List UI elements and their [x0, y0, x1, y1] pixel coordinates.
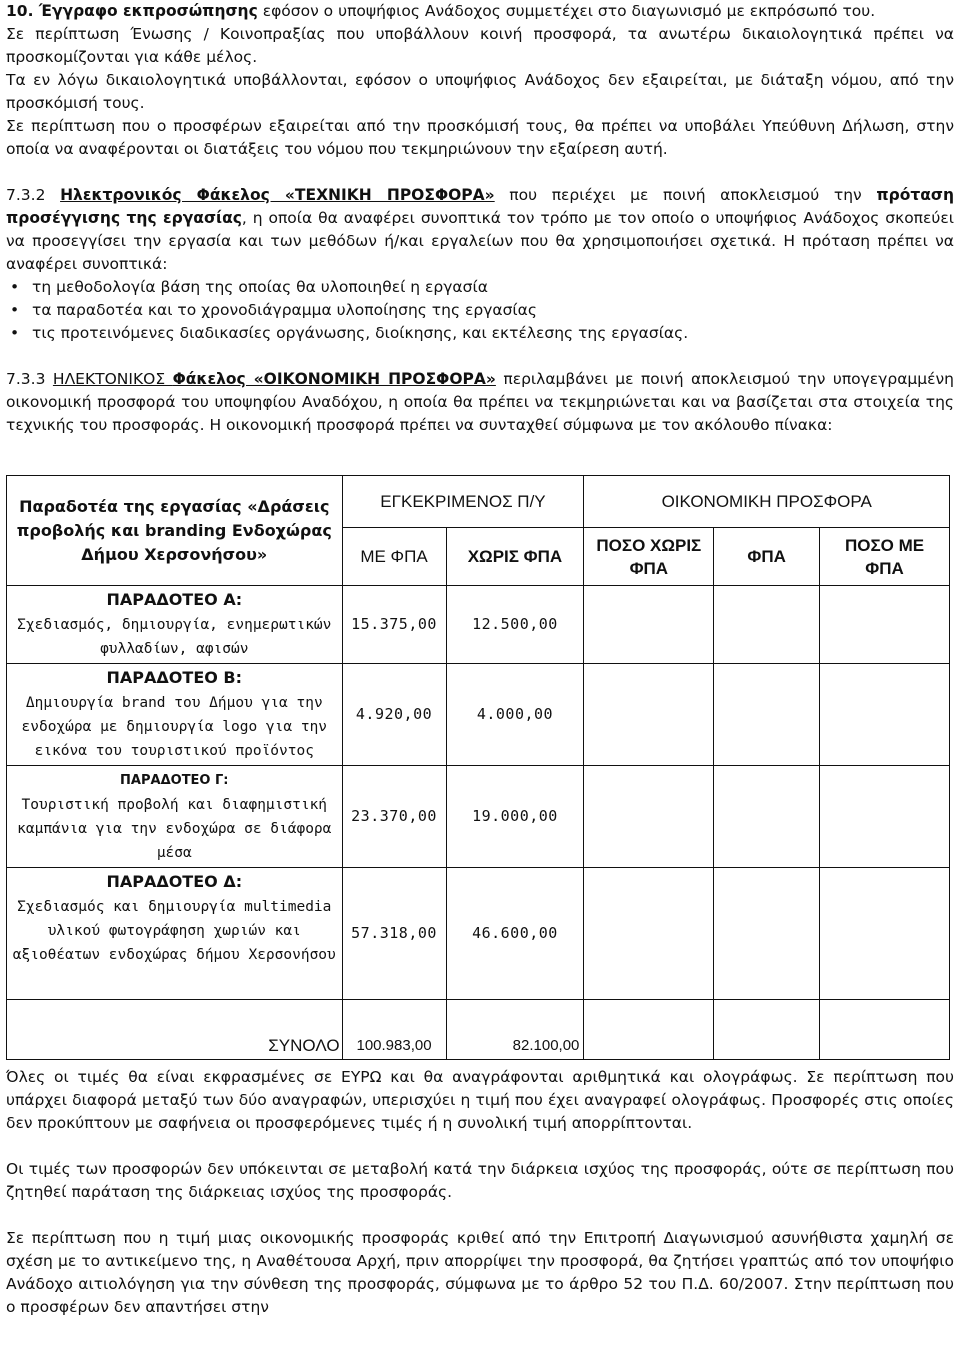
low-price-paragraph: Σε περίπτωση που η τιμή μιας οικονομικής προσφοράς κριθεί από την Επιτροπή Διαγωνισμού ασυνήθιστα χαμηλή σε σχέση με το αντικείμενο της, η Αναθέτουσα Αρχή, πριν απορρίψει την προσφορά, θα ζητήσει γραπτώς από τον υποψήφιο Ανάδοχο αιτιολόγηση για την σύνθεση της προσφοράς, σύμφωνα με το άρθρο 52 του Π.Δ. 60/2007. Στην περίπτωση που ο προσφέρων δεν απαντήσει στην	[6, 1229, 954, 1316]
list-item: • τα παραδοτέα και το χρονοδιάγραμμα υλοποίησης της εργασίας	[32, 299, 954, 322]
deliverable-title: ΠΑΡΑΔΟΤΕΟ Γ:	[120, 773, 229, 788]
section-10-p2: Σε περίπτωση Ένωσης / Κοινοπραξίας που υποβάλλουν κοινή προσφορά, τα ανωτέρω δικαιολογητικά πρέπει να προσκομίζονται για κάθε μέλος.	[6, 25, 954, 66]
technical-offer-list	[6, 276, 954, 345]
amount-no-vat-header: ΠΟΣΟ ΧΩΡΙΣ ΦΠΑ	[584, 528, 714, 586]
amount-with-vat-header: ΠΟΣΟ ΜΕ ΦΠΑ	[820, 528, 950, 586]
section-10-intro: 10. Έγγραφο εκπροσώπησης εφόσον ο υποψήφιος Ανάδοχος συμμετέχει στο διαγωνισμό με εκπρόσωπό του.	[6, 2, 876, 20]
table-row: ΠΑΡΑΔΟΤΕΟ Α: Σχεδιασμός, δημιουργία, ενημερωτικών φυλλαδίων, αφισών 15.375,00 12.500,00	[7, 586, 950, 664]
total-without-vat: 82.100,00	[446, 1000, 584, 1060]
total-label: ΣΥΝΟΛΟ	[7, 1000, 343, 1060]
without-vat-header: ΧΩΡΙΣ ΦΠΑ	[446, 528, 584, 586]
deliverable-title: ΠΑΡΑΔΟΤΕΟ Β:	[106, 668, 243, 687]
list-item: • τη μεθοδολογία βάση της οποίας θα υλοποιηθεί η εργασία	[32, 276, 954, 299]
deliverables-header: Παραδοτέα της εργασίας «Δράσεις προβολής και branding Ενδοχώρας Δήμου Χερσονήσου»	[7, 476, 343, 586]
deliverable-title: ΠΑΡΑΔΟΤΕΟ Δ:	[106, 872, 243, 891]
table-row	[7, 1000, 950, 1060]
section-7-3-3: 7.3.3 ΗΛΕΚΤΟΝΙΚΟΣ Φάκελος «ΟΙΚΟΝΟΜΙΚΗ ΠΡΟΣΦΟΡΑ» περιλαμβάνει με ποινή αποκλεισμού την υπογεγραμμένη οικονομική προσφορά του υποψηφίου Αναδόχου, η οποία θα πρέπει να τεκμηριώνεται και να βασίζεται στα στοιχεία της τεχνικής του προσφοράς. Η οικονομική προσφορά πρέπει να συνταχθεί σύμφωνα με τον ακόλουθο πίνακα:	[6, 370, 954, 434]
table-row: ΠΑΡΑΔΟΤΕΟ Γ: Τουριστική προβολή και διαφημιστική καμπάνια για την ενδοχώρα σε διάφορα μέσα 23.370,00 19.000,00	[7, 766, 950, 868]
list-item: • τις προτεινόμενες διαδικασίες οργάνωσης, διοίκησης, και εκτέλεσης της εργασίας.	[32, 322, 954, 345]
prices-paragraph: Όλες οι τιμές θα είναι εκφρασμένες σε ΕΥΡΩ και θα αναγράφονται αριθμητικά και ολογράφως. Σε περίπτωση που υπάρχει διαφορά μεταξύ των δύο αναγραφών, υπερισχύει η τιμή που έχει αναγραφεί ολογράφως. Προσφορές στις οποίες δεν προκύπτουν με σαφήνεια οι προσφερόμενες τιμές ή η συνολική τιμή απορρίπτονται.	[6, 1068, 954, 1132]
financial-offer-table	[6, 475, 950, 1060]
with-vat-header: ΜΕ ΦΠΑ	[342, 528, 446, 586]
financial-offer-header: ΟΙΚΟΝΟΜΙΚΗ ΠΡΟΣΦΟΡΑ	[584, 476, 950, 528]
deliverable-title: ΠΑΡΑΔΟΤΕΟ Α:	[106, 590, 243, 609]
section-10-heading: 10. Έγγραφο εκπροσώπησης	[6, 2, 258, 20]
section-10-p3: Τα εν λόγω δικαιολογητικά υποβάλλονται, εφόσον ο υποψήφιος Ανάδοχος δεν εξαιρείται, με διάταξη νόμου, από την προσκόμισή τους.	[6, 71, 954, 112]
table-row: ΠΑΡΑΔΟΤΕΟ Β: Δημιουργία brand του Δήμου για την ενδοχώρα με δημιουργία logo για την εικόνα του τουριστικού προϊόντος 4.920,00 4.000,00	[7, 664, 950, 766]
section-7-3-2: 7.3.2 Ηλεκτρονικός Φάκελος «ΤΕΧΝΙΚΗ ΠΡΟΣΦΟΡΑ» που περιέχει με ποινή αποκλεισμού την πρόταση προσέγγισης της εργασίας, η οποία θα αναφέρει συνοπτικά τον τρόπο με τον οποίο ο υποψήφιος Ανάδοχος σκοπεύει να προσεγγίσει την εργασία και των μεθόδων ή/και εργαλείων που θα χρησιμοποιήσει σχετικά. Η πρόταση πρέπει να αναφέρει συνοπτικά:	[6, 186, 954, 273]
validity-paragraph: Οι τιμές των προσφορών δεν υπόκεινται σε μεταβολή κατά την διάρκεια ισχύος της προσφοράς, ούτε σε περίπτωση που ζητηθεί παράταση της διάρκειας ισχύος της προσφοράς.	[6, 1160, 954, 1201]
section-10-p4: Σε περίπτωση που ο προσφέρων εξαιρείται από την προσκόμισή τους, θα πρέπει να υποβάλει Υπεύθυνη Δήλωση, στην οποία να αναφέρονται οι διατάξεις του νόμου που τεκμηριώνουν την εξαίρεση αυτή.	[6, 117, 954, 158]
technical-offer-title: Ηλεκτρονικός Φάκελος «ΤΕΧΝΙΚΗ ΠΡΟΣΦΟΡΑ»	[60, 186, 495, 204]
table-row: ΠΑΡΑΔΟΤΕΟ Δ: Σχεδιασμός και δημιουργία multimedia υλικού φωτογράφηση χωριών και αξιοθέατων ενδοχώρας δήμου Χερσονήσου 57.318,00 46.600,00	[7, 868, 950, 1000]
total-with-vat: 100.983,00	[342, 1000, 446, 1060]
financial-offer-title: Φάκελος «ΟΙΚΟΝΟΜΙΚΗ ΠΡΟΣΦΟΡΑ»	[172, 370, 496, 388]
approved-budget-header: ΕΓΚΕΚΡΙΜΕΝΟΣ Π/Υ	[342, 476, 584, 528]
vat-header: ΦΠΑ	[714, 528, 820, 586]
